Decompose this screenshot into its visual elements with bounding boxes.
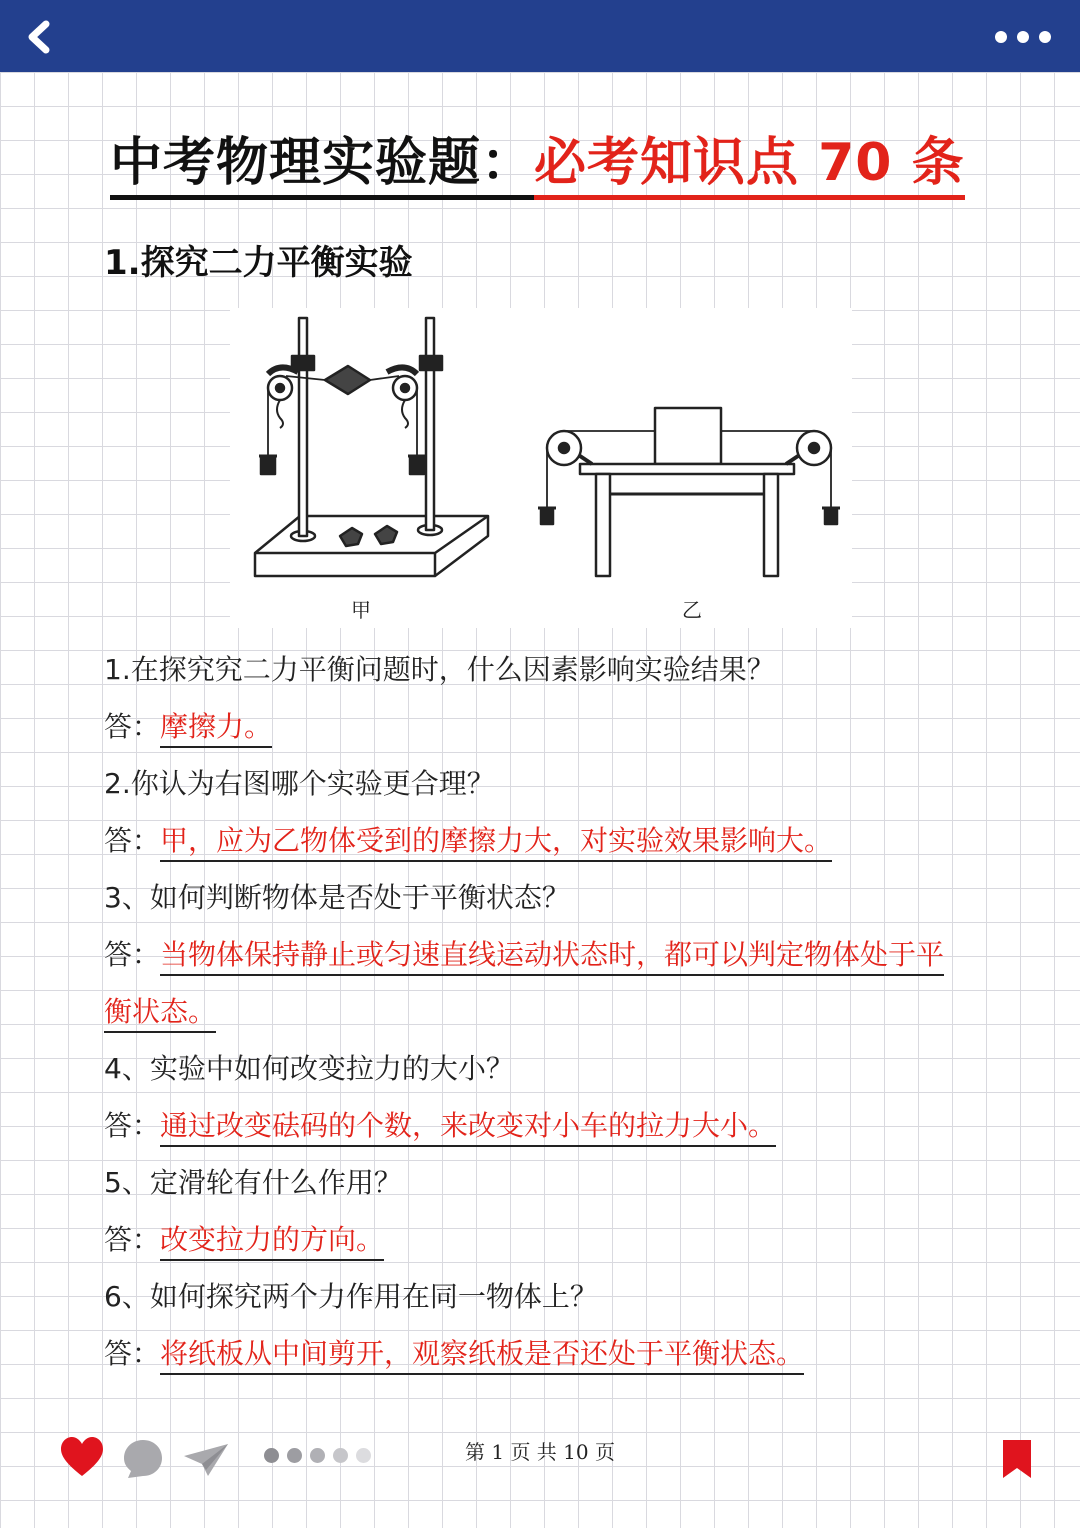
question-3 xyxy=(104,876,1004,920)
question-text: 2.你认为右图哪个实验更合理？ xyxy=(104,767,495,800)
page-dots xyxy=(264,1448,384,1464)
title-part-red: 必考知识点 70 条 xyxy=(534,133,965,200)
top-bar xyxy=(0,0,1080,72)
answer-prefix: 答： xyxy=(104,824,161,857)
more-button[interactable] xyxy=(994,24,1054,50)
answer-prefix: 答： xyxy=(104,1109,161,1142)
apparatus-yi xyxy=(538,408,840,576)
question-4 xyxy=(104,1047,1004,1091)
question-text: 3、如何判断物体是否处于平衡状态？ xyxy=(104,881,570,914)
page-dot xyxy=(333,1448,348,1463)
experiment-diagram xyxy=(230,308,852,628)
share-icon xyxy=(182,1440,230,1480)
share-button[interactable] xyxy=(182,1440,230,1480)
question-2 xyxy=(104,762,1004,806)
experiment-figure xyxy=(230,308,852,628)
comment-icon xyxy=(122,1438,164,1480)
answer-text: 当物体保持静止或匀速直线运动状态时，都可以判定物体处于平 xyxy=(160,938,944,976)
figure-label-jia: 甲 xyxy=(351,598,371,622)
answer-2 xyxy=(104,819,1004,863)
page-dot xyxy=(356,1448,371,1463)
question-5 xyxy=(104,1161,1004,1205)
question-text: 1.在探究究二力平衡问题时，什么因素影响实验结果？ xyxy=(104,653,775,686)
answer-5 xyxy=(104,1218,1004,1262)
answer-6 xyxy=(104,1332,1004,1376)
like-button[interactable] xyxy=(60,1436,104,1480)
page-title xyxy=(110,128,980,204)
heart-icon xyxy=(60,1436,104,1480)
answer-prefix: 答： xyxy=(104,938,161,971)
bookmark-icon xyxy=(1000,1438,1034,1480)
answer-prefix: 答： xyxy=(104,1223,161,1256)
question-text: 4、实验中如何改变拉力的大小？ xyxy=(104,1052,514,1085)
apparatus-jia xyxy=(255,318,488,576)
page-dot xyxy=(264,1448,279,1463)
page-dot xyxy=(310,1448,325,1463)
answer-prefix: 答： xyxy=(104,1337,161,1370)
answer-4 xyxy=(104,1104,1004,1148)
page-indicator: 第 1 页 共 10 页 xyxy=(465,1440,615,1464)
answer-3-continued xyxy=(104,990,1004,1034)
question-6 xyxy=(104,1275,1004,1319)
section-heading: 1.探究二力平衡实验 xyxy=(104,243,413,283)
bookmark-button[interactable] xyxy=(1000,1438,1034,1480)
back-button[interactable] xyxy=(14,12,64,62)
more-dots-icon xyxy=(994,24,1054,50)
answer-text: 通过改变砝码的个数，来改变对小车的拉力大小。 xyxy=(160,1109,776,1147)
answer-text-continued: 衡状态。 xyxy=(104,995,216,1033)
question-text: 6、如何探究两个力作用在同一物体上？ xyxy=(104,1280,598,1313)
answer-text: 摩擦力。 xyxy=(160,710,272,748)
comment-button[interactable] xyxy=(122,1438,164,1480)
answer-text: 改变拉力的方向。 xyxy=(160,1223,384,1261)
question-1 xyxy=(104,648,1004,692)
question-text: 5、定滑轮有什么作用？ xyxy=(104,1166,402,1199)
answer-text: 甲，应为乙物体受到的摩擦力大，对实验效果影响大。 xyxy=(160,824,832,862)
title-part-black: 中考物理实验题： xyxy=(110,133,534,200)
answer-text: 将纸板从中间剪开，观察纸板是否还处于平衡状态。 xyxy=(160,1337,804,1375)
answer-1 xyxy=(104,705,1004,749)
answer-3 xyxy=(104,933,1004,977)
answer-prefix: 答： xyxy=(104,710,161,743)
chevron-left-icon xyxy=(14,12,64,62)
page-dot xyxy=(287,1448,302,1463)
figure-label-yi: 乙 xyxy=(682,598,702,622)
